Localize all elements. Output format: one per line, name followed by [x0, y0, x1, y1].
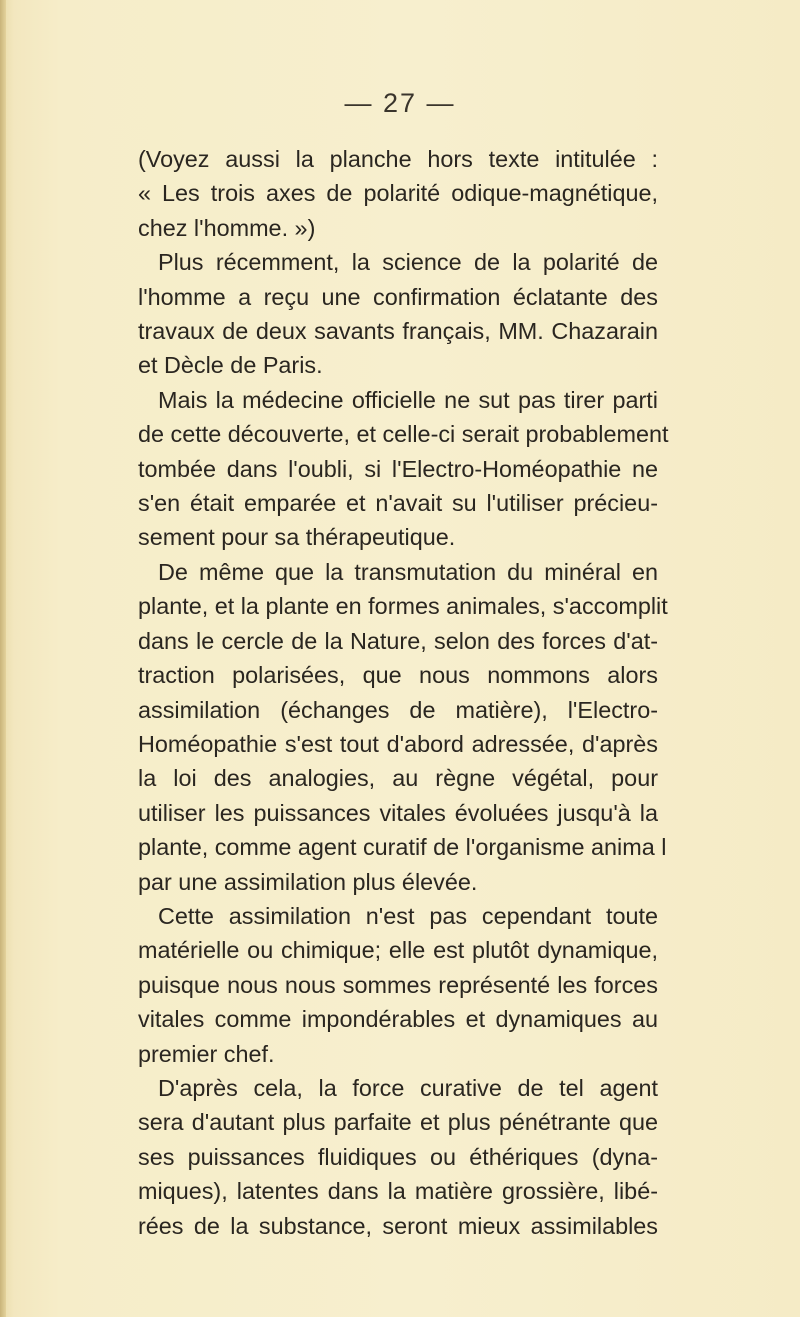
text-line: chez l'homme. »)	[138, 214, 316, 241]
text-line: Homéopathie s'est tout d'abord adressée, d'après	[138, 730, 658, 757]
text-line: la loi des analogies, au règne végétal, pour	[138, 765, 658, 792]
text-line: traction polarisées, que nous nommons alors	[138, 662, 658, 689]
text-line: vitales comme impondérables et dynamiques au	[138, 1006, 658, 1033]
text-line: de cette découverte, et celle-ci serait probablement	[138, 421, 669, 448]
text-line: premier chef.	[138, 1040, 275, 1067]
paragraph	[138, 555, 668, 899]
paragraph	[138, 1071, 658, 1243]
text-line: ses puissances fluidiques ou éthériques (dyna-	[138, 1143, 658, 1170]
text-line: De même que la transmutation du minéral en	[158, 558, 658, 585]
text-line: miques), latentes dans la matière grossière, libé-	[138, 1178, 658, 1205]
text-line: dans le cercle de la Nature, selon des forces d'at-	[138, 627, 658, 654]
text-line: « Les trois axes de polarité odique-magnétique,	[138, 180, 658, 207]
text-line: l'homme a reçu une confirmation éclatante des	[138, 283, 658, 310]
body-text	[138, 142, 669, 1243]
text-line: rées de la substance, seront mieux assimilables	[138, 1212, 658, 1239]
text-line: par une assimilation plus élevée.	[138, 868, 478, 895]
text-line: plante, comme agent curatif de l'organisme anima l	[138, 834, 667, 861]
text-line: puisque nous nous sommes représenté les forces	[138, 971, 658, 998]
page-binding-edge	[0, 0, 6, 1317]
text-line: Mais la médecine officielle ne sut pas tirer parti	[158, 386, 658, 413]
text-line: (Voyez aussi la planche hors texte intitulée :	[138, 146, 658, 172]
text-line: plante, et la plante en formes animales, s'accomplit	[138, 593, 668, 620]
text-line: D'après cela, la force curative de tel agent	[158, 1074, 658, 1101]
text-line: matérielle ou chimique; elle est plutôt dynamique,	[138, 937, 658, 964]
page-number: — 27 —	[344, 88, 456, 118]
paragraph	[138, 245, 658, 383]
text-line: et Dècle de Paris.	[138, 352, 323, 379]
text-line: utiliser les puissances vitales évoluées jusqu'à la	[138, 799, 658, 826]
text-line: travaux de deux savants français, MM. Chazarain	[138, 318, 658, 345]
paragraph	[138, 142, 658, 245]
text-line: sement pour sa thérapeutique.	[138, 524, 456, 551]
paragraph	[138, 899, 658, 1071]
text-line: sera d'autant plus parfaite et plus pénétrante que	[138, 1109, 658, 1136]
text-line: assimilation (échanges de matière), l'Electro-	[138, 696, 658, 723]
text-line: s'en était emparée et n'avait su l'utiliser précieu-	[138, 490, 658, 517]
text-line: tombée dans l'oubli, si l'Electro-Homéopathie ne	[138, 455, 658, 482]
text-line: Plus récemment, la science de la polarité de	[158, 249, 658, 276]
paragraph	[138, 383, 669, 555]
text-line: Cette assimilation n'est pas cependant toute	[158, 902, 658, 929]
